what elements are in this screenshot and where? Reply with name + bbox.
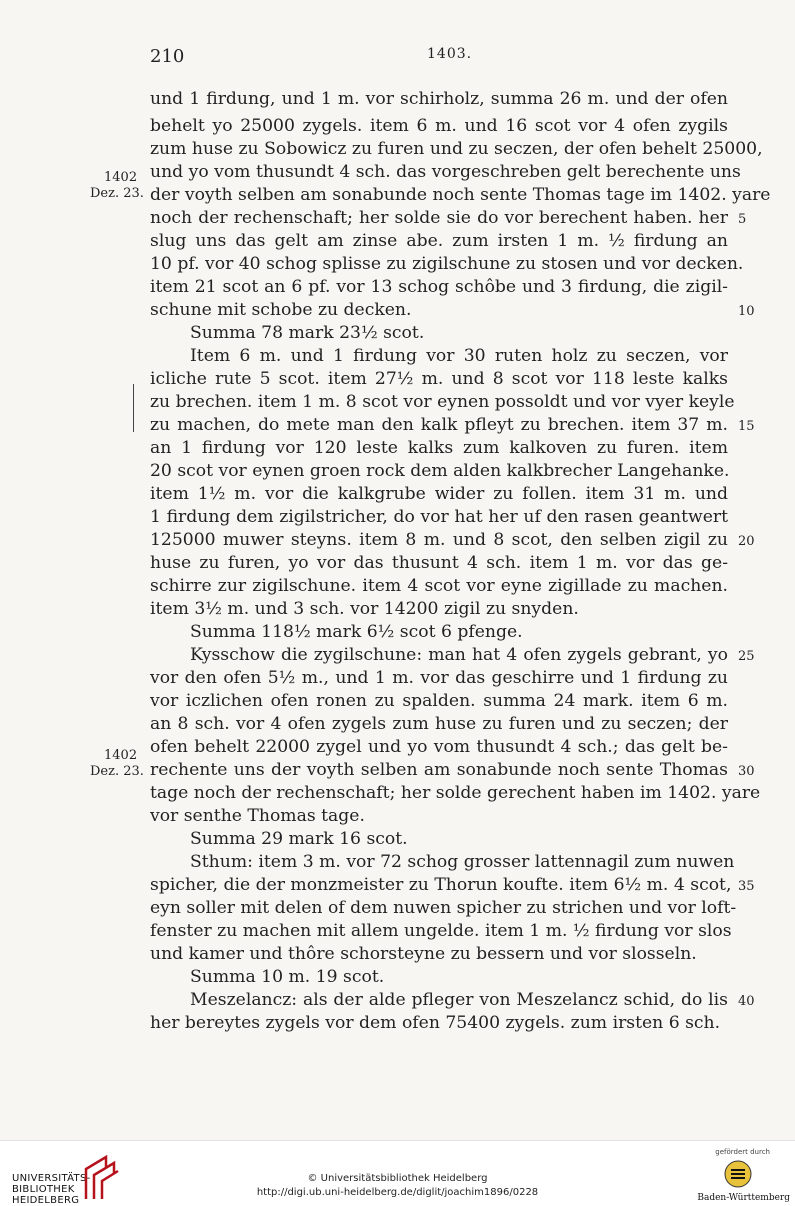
text-line: zu brechen. item 1 m. 8 scot vor eynen possoldt und vor vyer keyle [150,392,735,412]
text-line: icliche rute 5 scot. item 27½ m. und 8 scot vor 118 leste kalks [150,369,728,389]
text-line: Kysschow die zygilschune: man hat 4 ofen zygels gebrant, yo [190,645,728,665]
text-line: behelt yo 25000 zygels. item 6 m. und 16 scot vor 4 ofen zygils [150,116,728,136]
margin-mark [133,384,134,432]
text-line: huse zu furen, yo vor das thusunt 4 sch. item 1 m. vor das ge- [150,553,728,573]
text-line: item 21 scot an 6 pf. vor 13 schog schôbe und 3 firdung, die zigil- [150,277,728,297]
text-line: zum huse zu Sobowicz zu furen und zu seczen, der ofen behelt 25000, [150,139,763,159]
text-line: vor den ofen 5½ m., und 1 m. vor das geschirre und 1 firdung zu [150,668,728,688]
document-number: 1403. [427,46,473,62]
text-line: der voyth selben am sonabunde noch sente Thomas tage im 1402. yare [150,185,771,205]
text-line: schune mit schobe zu decken. [150,300,412,320]
sponsor-label: gefördert durch [715,1148,770,1156]
margin-date-year: 1402 [104,170,138,185]
text-line: slug uns das gelt am zinse abe. zum irsten 1 m. ½ firdung an [150,231,728,251]
text-line: noch der rechenschaft; her solde sie do vor berechent haben. her [150,208,728,228]
text-line: zu machen, do mete man den kalk pfleyt zu brechen. item 37 m. [150,415,728,435]
text-line: 125000 muwer steyns. item 8 m. und 8 scot, den selben zigil zu [150,530,728,550]
text-line: Sthum: item 3 m. vor 72 schog grosser lattennagil zum nuwen [190,852,735,872]
line-number: 35 [738,879,755,894]
text-line: und yo vom thusundt 4 sch. das vorgeschreben gelt berechente uns [150,162,741,182]
line-number: 5 [738,212,747,227]
text-line: an 1 firdung vor 120 leste kalks zum kalkoven zu furen. item [150,438,728,458]
line-number: 40 [738,994,755,1009]
permalink[interactable]: http://digi.ub.uni-heidelberg.de/diglit/joachim1896/0228 [256,1187,539,1198]
text-line: 20 scot vor eynen groen rock dem alden kalkbrecher Langehanke. [150,461,730,481]
text-line: vor iczlichen ofen ronen zu spalden. summa 24 mark. item 6 m. [150,691,728,711]
text-line: tage noch der rechenschaft; her solde gerechent haben im 1402. yare [150,783,761,803]
text-line: item 1½ m. vor die kalkgrube wider zu follen. item 31 m. und [150,484,728,504]
summa-line: Summa 78 mark 23½ scot. [190,323,425,343]
margin-date-year: 1402 [104,748,138,763]
line-number: 15 [738,419,755,434]
summa-line: Summa 10 m. 19 scot. [190,967,385,987]
summa-line: Summa 118½ mark 6½ scot 6 pfenge. [190,622,523,642]
logo-text-line: UNIVERSITÄTS- [12,1173,91,1184]
margin-date-day: Dez. 23. [90,186,144,201]
text-line: 10 pf. vor 40 schog splisse zu zigilschune zu stosen und vor decken. [150,254,744,274]
footer [0,1140,795,1206]
logo-text-line: BIBLIOTHEK [12,1184,75,1195]
text-line: vor senthe Thomas tage. [150,806,365,826]
library-logo[interactable] [12,1155,122,1206]
page-number: 210 [150,46,185,67]
text-line: und kamer und thôre schorsteyne zu bessern und vor slosseln. [150,944,697,964]
line-number: 25 [738,649,755,664]
text-line: Meszelancz: als der alde pfleger von Meszelancz schid, do lis [190,990,728,1010]
text-line: an 8 sch. vor 4 ofen zygels zum huse zu furen und zu seczen; der [150,714,728,734]
sponsor-name: Baden-Württemberg [697,1193,790,1203]
text-line: und 1 firdung, und 1 m. vor schirholz, summa 26 m. und der ofen [150,89,728,109]
state-crest-icon[interactable] [723,1159,753,1189]
summa-line: Summa 29 mark 16 scot. [190,829,408,849]
text-line: spicher, die der monzmeister zu Thorun koufte. item 6½ m. 4 scot, [150,875,732,895]
copyright-text: © Universitätsbibliothek Heidelberg [307,1173,488,1184]
line-number: 10 [738,304,755,319]
library-emblem-icon [84,1155,120,1201]
line-number: 30 [738,764,755,779]
text-line: fenster zu machen mit allem ungelde. item 1 m. ½ firdung vor slos [150,921,732,941]
text-line: item 3½ m. und 3 sch. vor 14200 zigil zu snyden. [150,599,579,619]
text-line: rechente uns der voyth selben am sonabunde noch sente Thomas [150,760,728,780]
logo-text-line: HEIDELBERG [12,1195,80,1206]
text-line: her bereytes zygels vor dem ofen 75400 zygels. zum irsten 6 sch. [150,1013,721,1033]
text-line: schirre zur zigilschune. item 4 scot vor eyne zigillade zu machen. [150,576,728,596]
line-number: 20 [738,534,755,549]
margin-date-day: Dez. 23. [90,764,144,779]
text-line: eyn soller mit delen of dem nuwen spicher zu strichen und vor loft- [150,898,737,918]
text-line: ofen behelt 22000 zygel und yo vom thusundt 4 sch.; das gelt be- [150,737,728,757]
text-line: 1 firdung dem zigilstricher, do vor hat her uf den rasen geantwert [150,507,728,527]
text-line: Item 6 m. und 1 firdung vor 30 ruten holz zu seczen, vor [190,346,728,366]
